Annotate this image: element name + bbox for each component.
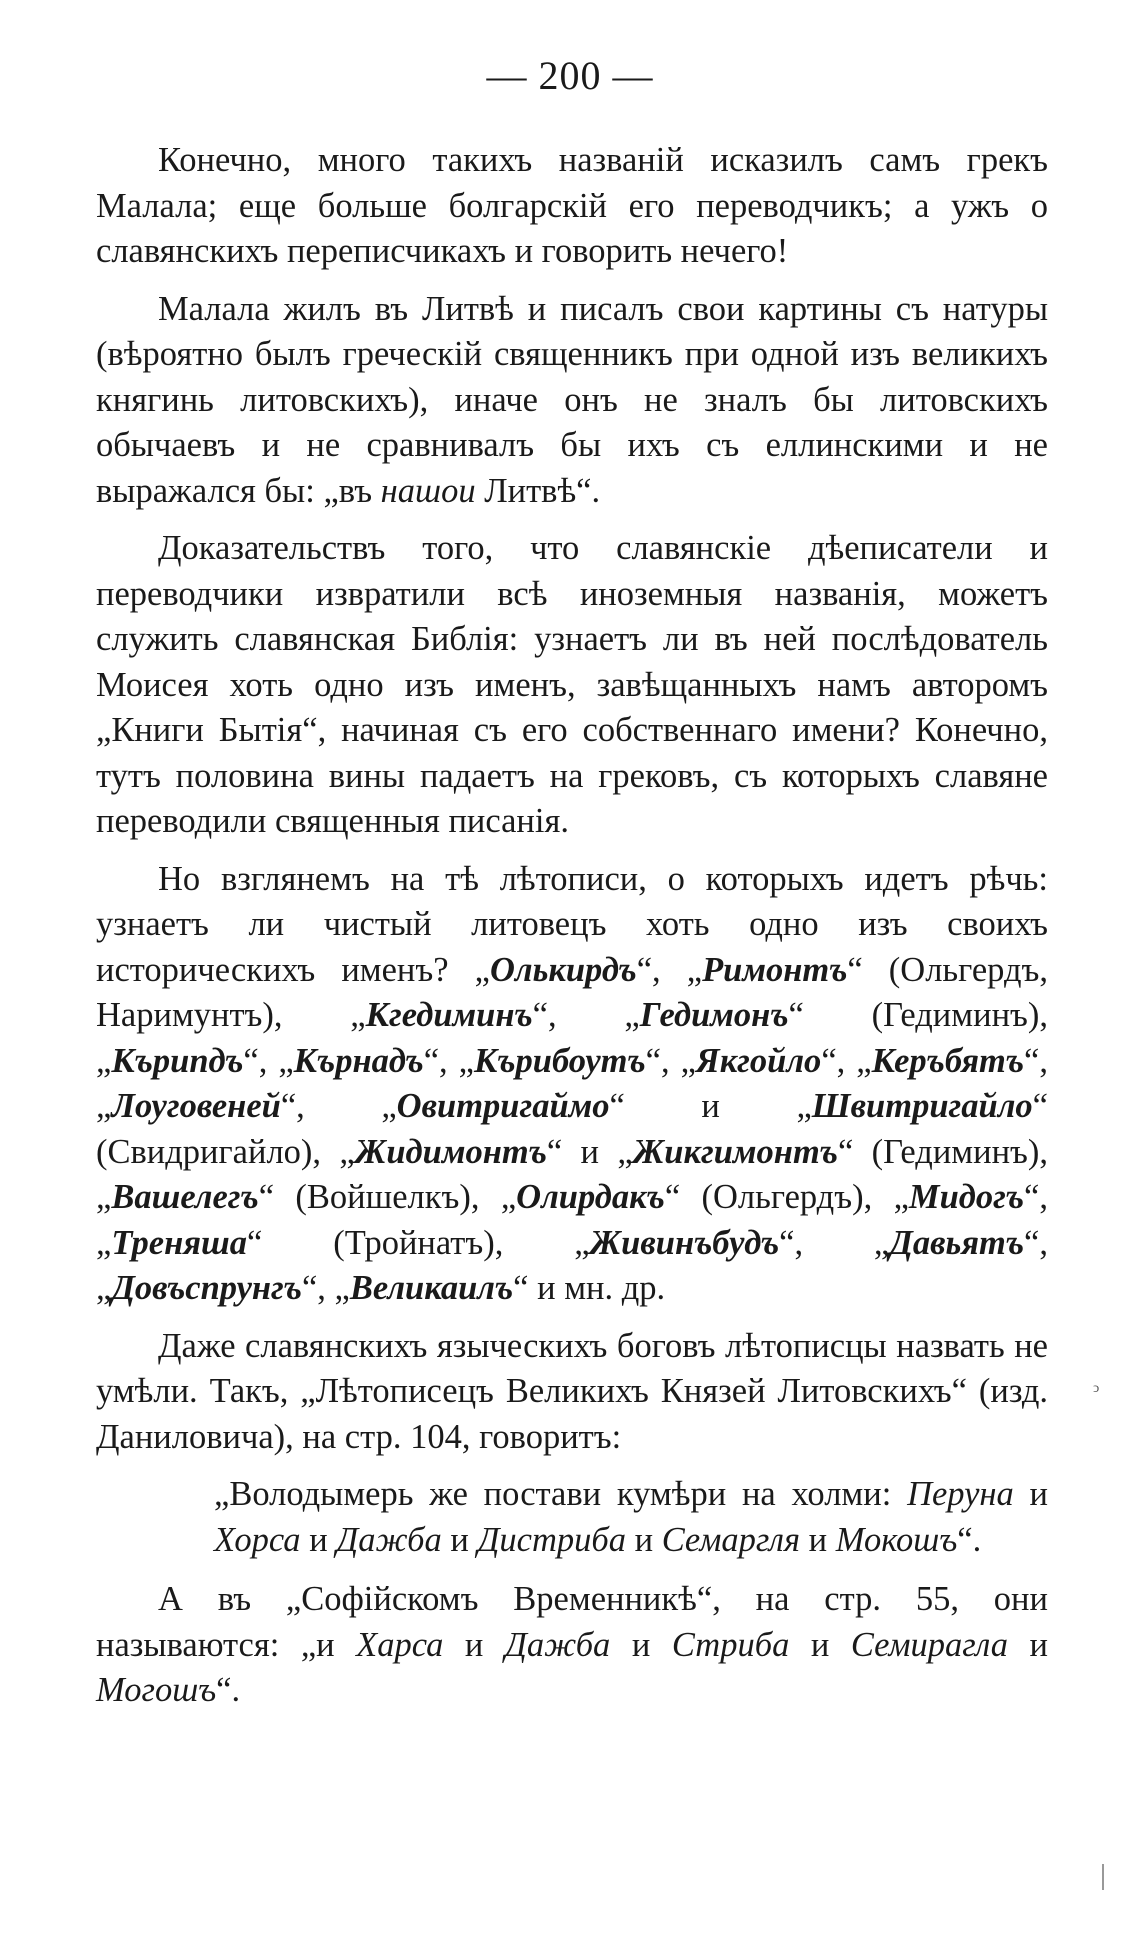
emphasized-text: Кърипдъ — [111, 1041, 244, 1080]
emphasized-text: Лоуговеней — [111, 1087, 281, 1125]
text-run: и — [625, 1520, 662, 1559]
text-run: Даже славянскихъ языческихъ боговъ лѣтописцы назвать не умѣли. Такъ, „Лѣтописецъ Великихъ Князей Литовскихъ“ (изд. Даниловича), на стр. 104, говоритъ: — [96, 1326, 1048, 1456]
emphasized-text: Вашелегъ — [111, 1178, 259, 1216]
paragraph — [96, 1324, 1048, 1461]
text-run: “, „ — [96, 1178, 1048, 1262]
page-number: — 200 — — [486, 53, 654, 98]
text-run: Доказательствъ того, что славянскіе дѣеписатели и переводчики извратили всѣ иноземныя названія, можетъ служить славянская Библія: узнаетъ ли въ ней послѣдователь Моисея хоть одно изъ именъ, завѣщанныхъ намъ авторомъ „Книги Бытія“, начиная съ его собственнаго имени? Конечно, тутъ половина вины падаетъ на грековъ, съ которыхъ славяне переводили священныя писанія. — [96, 529, 1048, 840]
paragraph — [96, 138, 1048, 275]
text-run: и — [300, 1520, 337, 1559]
text-run: Литвѣ“. — [475, 471, 601, 510]
text-run: “. — [957, 1520, 982, 1559]
text-run: и — [1008, 1625, 1048, 1664]
text-run: “ (Войшелкъ), „ — [258, 1178, 517, 1216]
text-run: и — [441, 1520, 478, 1559]
emphasized-text: Швитригайло — [811, 1087, 1033, 1125]
emphasized-text: Стриба — [671, 1625, 790, 1664]
text-run: “ (Гедиминъ), „ — [96, 1132, 1048, 1216]
text-run: “, „ — [96, 1223, 1048, 1307]
emphasized-text: Семаргля — [661, 1520, 800, 1559]
emphasized-text: Могошъ — [96, 1671, 217, 1709]
paragraph — [96, 1577, 1048, 1714]
text-run: “ (Ольгердъ), „ — [664, 1178, 909, 1216]
text-run: „Володымерь же постави кумѣри на холми: — [214, 1475, 908, 1513]
text-run: и — [800, 1520, 836, 1559]
paragraph — [96, 857, 1048, 1312]
emphasized-text: Давьятъ — [889, 1223, 1025, 1262]
text-run: и — [1013, 1475, 1048, 1513]
emphasized-text: Олирдакъ — [516, 1178, 665, 1216]
emphasized-text: Кгедиминъ — [365, 996, 533, 1034]
emphasized-text: Гедимонъ — [639, 996, 789, 1034]
text-run: “, „ — [645, 1041, 696, 1080]
text-run: “, „ — [779, 1223, 890, 1262]
emphasized-text: Дажба — [336, 1520, 442, 1559]
emphasized-text: Кърибоутъ — [473, 1041, 646, 1080]
emphasized-text: Живинъбудъ — [589, 1223, 780, 1262]
text-run: “, „ — [280, 1087, 397, 1125]
text-run: “, „ — [243, 1041, 294, 1080]
emphasized-text: нашои — [380, 471, 476, 510]
text-run: “, „ — [532, 996, 640, 1034]
emphasized-text: Дажба — [504, 1625, 611, 1664]
text-run: Но взглянемъ на тѣ лѣтописи, о которыхъ идетъ рѣчь: узнаетъ ли чистый литовецъ хоть одно изъ своихъ историческихъ именъ? „ — [96, 859, 1048, 989]
text-run: Малала жилъ въ Литвѣ и писалъ свои картины съ натуры (вѣроятно былъ греческій священникъ при одной изъ великихъ княгинь литовскихъ), иначе онъ не зналъ бы литовскихъ обычаевъ и не сравнивалъ бы ихъ съ еллинскими и не выражался бы: „въ — [96, 289, 1048, 510]
text-run: “ (Ольгердъ, Наримунтъ), „ — [96, 950, 1048, 1034]
text-run: “, „ — [821, 1041, 872, 1080]
emphasized-text: Дистриба — [477, 1520, 626, 1559]
emphasized-text: Треняша — [111, 1223, 248, 1262]
edge-line — [1102, 1864, 1104, 1890]
emphasized-text: Семирагла — [850, 1625, 1009, 1664]
emphasized-text: Мидогъ — [908, 1178, 1025, 1216]
page-body — [96, 138, 1048, 1726]
emphasized-text: Кърнадъ — [293, 1041, 424, 1080]
emphasized-text: Довъспрунгъ — [111, 1269, 302, 1307]
text-run: А въ „Софійскомъ Временникѣ“, на стр. 55, они называются: „и — [96, 1580, 1048, 1664]
emphasized-text: Римонтъ — [702, 950, 848, 989]
emphasized-text: Овитригаймо — [396, 1087, 610, 1125]
emphasized-text: Хорса — [214, 1520, 301, 1559]
text-run: “, „ — [423, 1041, 474, 1080]
text-run: “ (Гедиминъ), „ — [96, 996, 1048, 1080]
text-run: “ (Свидригайло), „ — [96, 1087, 1048, 1171]
margin-mark: ↄ — [1093, 1381, 1100, 1396]
text-run: “, „ — [301, 1269, 350, 1307]
text-run: “. — [216, 1671, 241, 1709]
text-run: и — [789, 1625, 851, 1664]
text-run: и — [610, 1625, 672, 1664]
text-run: “ и „ — [546, 1132, 633, 1171]
emphasized-text: Мокошъ — [835, 1520, 958, 1559]
quotation — [214, 1472, 1048, 1563]
paragraph — [96, 526, 1048, 845]
emphasized-text: Харса — [356, 1625, 444, 1664]
paragraph — [96, 287, 1048, 515]
emphasized-text: Жикгимонтъ — [632, 1132, 838, 1171]
emphasized-text: Перуна — [907, 1475, 1014, 1513]
text-run: “, „ — [96, 1041, 1048, 1125]
emphasized-text: Якгойло — [695, 1041, 822, 1080]
emphasized-text: Керъбятъ — [871, 1041, 1024, 1080]
emphasized-text: Великаилъ — [349, 1269, 514, 1307]
text-run: “, „ — [636, 950, 703, 989]
emphasized-text: Жидимонтъ — [354, 1132, 547, 1171]
emphasized-text: Олькирдъ — [489, 950, 637, 989]
text-run: и — [443, 1625, 505, 1664]
text-run: “ и мн. др. — [513, 1269, 666, 1307]
text-run: Конечно, много такихъ названій исказилъ самъ грекъ Малала; еще больше болгарскій его переводчикъ; а ужъ о славянскихъ переписчикахъ и говорить нечего! — [96, 141, 1048, 270]
text-run: “ (Тройнатъ), „ — [247, 1223, 590, 1262]
text-run: “ и „ — [609, 1087, 812, 1125]
